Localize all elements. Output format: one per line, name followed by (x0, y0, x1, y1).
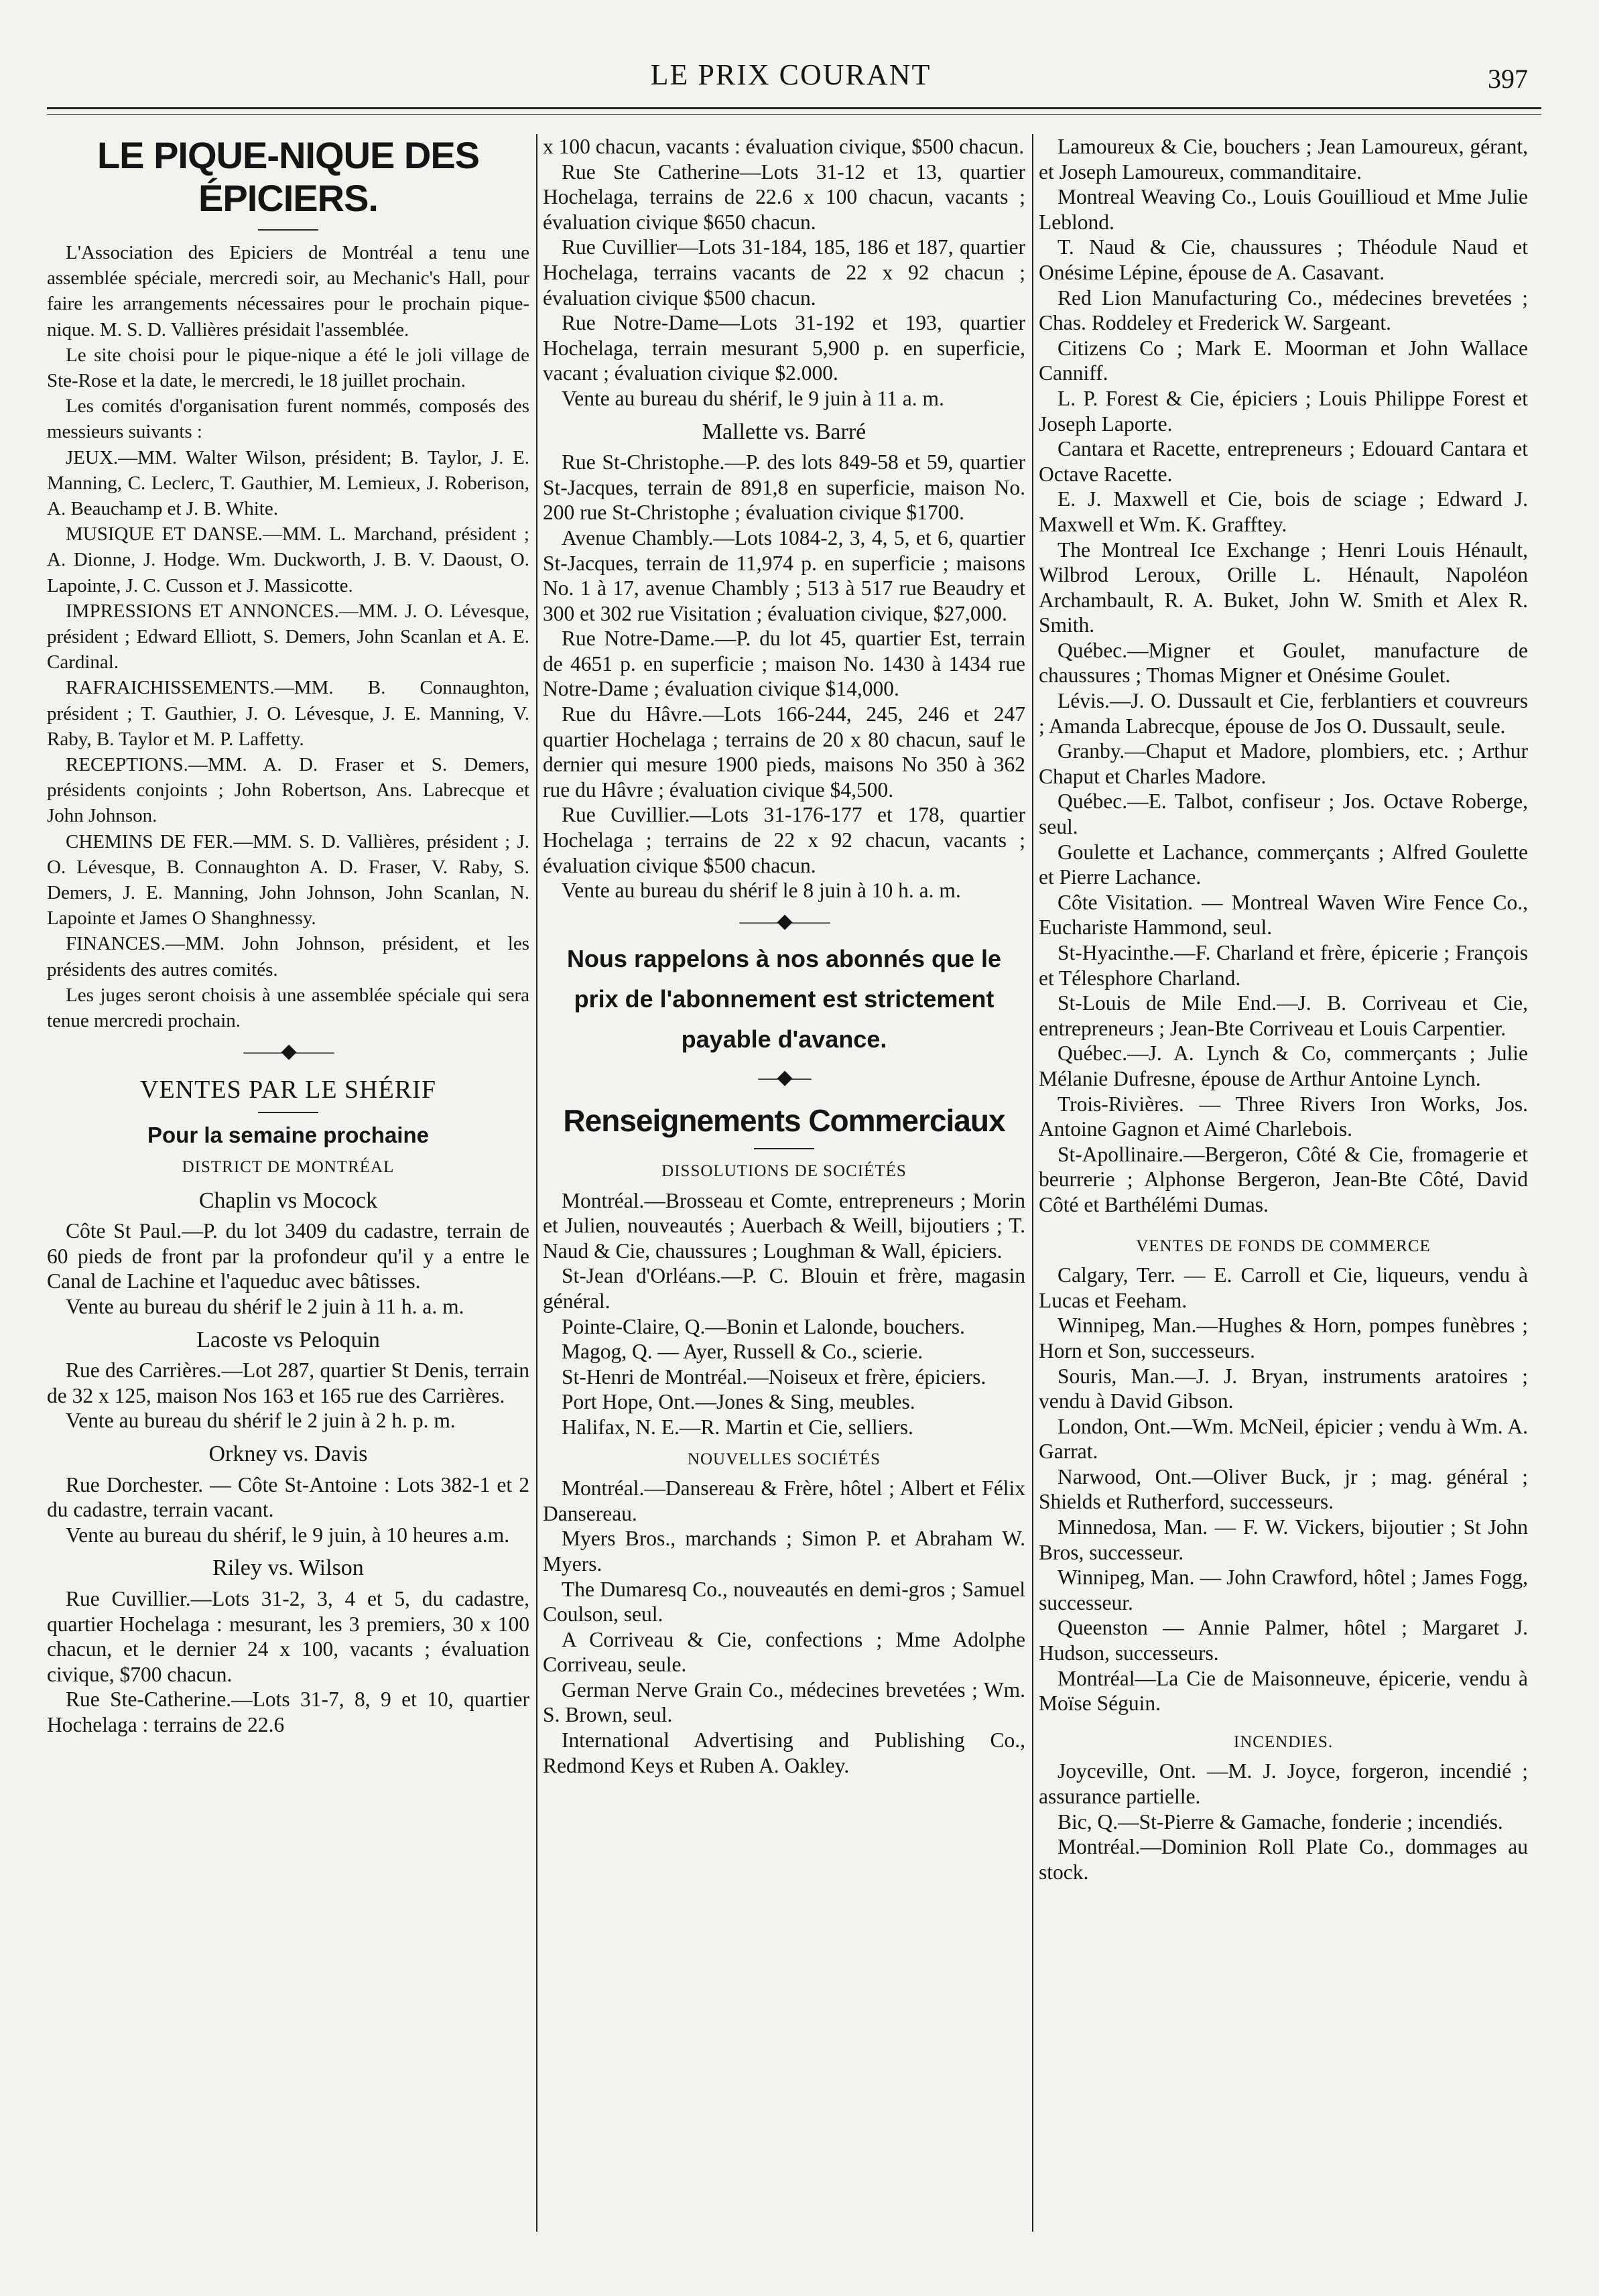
paragraph: Port Hope, Ont.—Jones & Sing, meubles. (562, 1390, 915, 1414)
subsection-label: INCENDIES. (1233, 1732, 1334, 1751)
paragraph: IMPRESSIONS ET ANNONCES.—MM. J. O. Lévesque, président ; Edward Elliott, S. Demers, John Scanlan et A. E. Cardinal. (47, 600, 529, 674)
column-divider-1 (536, 134, 537, 2232)
column-1 (47, 134, 529, 1738)
paragraph: Myers Bros., marchands ; Simon P. et Abraham W. Myers. (543, 1527, 1025, 1576)
paragraph: Côte St Paul.—P. du lot 3409 du cadastre, terrain de 60 pieds de front par la profondeur qu'il y a entre le Canal de Lachine et l'aqueduc avec bâtisses. (47, 1219, 529, 1293)
paragraph: Souris, Man.—J. J. Bryan, instruments aratoires ; vendu à David Gibson. (1039, 1364, 1528, 1413)
paragraph: Vente au bureau du shérif, le 9 juin, à 10 heures a.m. (66, 1523, 510, 1547)
newspaper-title: LE PRIX COURANT (650, 58, 932, 91)
column-divider-2 (1032, 134, 1033, 2232)
paragraph: Lamoureux & Cie, bouchers ; Jean Lamoureux, gérant, et Joseph Lamoureux, commanditaire. (1039, 135, 1528, 184)
district-label: DISTRICT DE MONTRÉAL (182, 1158, 395, 1177)
paragraph: Avenue Chambly.—Lots 1084-2, 3, 4, 5, et 6, quartier St-Jacques, terrain de 11,974 p. en superficie ; maisons No. 1 à 17, avenue Chambly ; 513 à 517 rue Beaudry et 300 et 302 rue Visitation ; évaluation civique, $27,000. (543, 525, 1025, 625)
paragraph: Bic, Q.—St-Pierre & Gamache, fonderie ; incendiés. (1058, 1809, 1503, 1834)
case-title: Riley vs. Wilson (212, 1555, 364, 1581)
paragraph: Magog, Q. — Ayer, Russell & Co., scierie. (562, 1340, 923, 1364)
paragraph: Winnipeg, Man.—Hughes & Horn, pompes funèbres ; Horn et Son, successeurs. (1039, 1314, 1528, 1362)
paragraph: London, Ont.—Wm. McNeil, épicier ; vendu à Wm. A. Garrat. (1039, 1414, 1528, 1464)
paragraph: Granby.—Chaput et Madore, plombiers, etc. ; Arthur Chaput et Charles Madore. (1039, 739, 1528, 788)
paragraph: International Advertising and Publishing Co., Redmond Keys et Ruben A. Oakley. (543, 1728, 1025, 1777)
paragraph: Goulette et Lachance, commerçants ; Alfred Goulette et Pierre Lachance. (1039, 840, 1528, 889)
paragraph: Montreal Weaving Co., Louis Gouillioud et Mme Julie Leblond. (1039, 185, 1528, 234)
paragraph: St-Jean d'Orléans.—P. C. Blouin et frère, magasin général. (543, 1264, 1025, 1313)
paragraph: x 100 chacun, vacants : évaluation civique, $500 chacun. (543, 135, 1025, 158)
divider (258, 1112, 318, 1113)
ornament-divider: ——◆—— (739, 909, 829, 932)
paragraph: E. J. Maxwell et Cie, bois de sciage ; Edward J. Maxwell et Wm. K. Grafftey. (1039, 487, 1528, 536)
header-rule (47, 107, 1541, 109)
paragraph: Rue Ste-Catherine.—Lots 31-7, 8, 9 et 10, quartier Hochelaga : terrains de 22.6 (47, 1687, 529, 1736)
paragraph: RECEPTIONS.—MM. A. D. Fraser et S. Demers, présidents conjoints ; John Robertson, Ans. Labrecque et John Johnson. (47, 754, 529, 827)
ornament-divider: ——◆—— (243, 1040, 333, 1063)
paragraph: CHEMINS DE FER.—MM. S. D. Vallières, président ; J. O. Lévesque, B. Connaughton A. D. Fraser, V. Raby, S. Demers, J. E. Manning, John Johnson, John Scanlan, N. Lapointe et James O Shanghnessy. (47, 830, 529, 930)
paragraph: Winnipeg, Man. — John Crawford, hôtel ; James Fogg, successeur. (1039, 1566, 1528, 1614)
paragraph: Narwood, Ont.—Oliver Buck, jr ; mag. général ; Shields et Rutherford, successeurs. (1039, 1464, 1528, 1514)
subscription-notice: Nous rappelons à nos abonnés que le prix de l'abonnement est strictement payable d'avance. (566, 945, 1002, 1054)
paragraph: Queenston — Annie Palmer, hôtel ; Margaret J. Hudson, successeurs. (1039, 1616, 1528, 1665)
page-number: 397 (1488, 64, 1528, 94)
paragraph: Rue Cuvillier.—Lots 31-176-177 et 178, quartier Hochelaga ; terrains de 22 x 92 chacun, vacants ; évaluation civique $500 chacun. (543, 803, 1025, 877)
paragraph: St-Hyacinthe.—F. Charland et frère, épicerie ; François et Télesphore Charland. (1039, 941, 1528, 990)
paragraph: T. Naud & Cie, chaussures ; Théodule Naud et Onésime Lépine, épouse de A. Casavant. (1039, 235, 1528, 284)
paragraph: A Corriveau & Cie, confections ; Mme Adolphe Corriveau, seule. (543, 1627, 1025, 1677)
paragraph: JEUX.—MM. Walter Wilson, président; B. Taylor, J. E. Manning, C. Leclerc, T. Gauthier, M. Lemieux, J. Roberison, A. Beauchamp et J. B. White. (47, 446, 529, 520)
paragraph: The Montreal Ice Exchange ; Henri Louis Hénault, Wilbrod Leroux, Orille L. Hénault, Napoléon Archambault, R. A. Buket, John W. Smith et Alex R. Smith. (1039, 537, 1528, 637)
paragraph: Vente au bureau du shérif le 2 juin à 11 h. a. m. (66, 1295, 464, 1319)
subsection-label: DISSOLUTIONS DE SOCIÉTÉS (661, 1162, 907, 1180)
paragraph: Cantara et Racette, entrepreneurs ; Edouard Cantara et Octave Racette. (1039, 437, 1528, 486)
paragraph: Calgary, Terr. — E. Carroll et Cie, liqueurs, vendu à Lucas et Feeham. (1039, 1263, 1528, 1312)
paragraph: Rue du Hâvre.—Lots 166-244, 245, 246 et 247 quartier Hochelaga ; terrains de 20 x 80 chacun, sauf le dernier qui mesure 1900 pieds, maisons No 350 à 362 rue du Hâvre ; évaluation civique $4,500. (543, 702, 1025, 802)
paragraph: RAFRAICHISSEMENTS.—MM. B. Connaughton, président ; T. Gauthier, J. O. Lévesque, J. E. Manning, V. Raby, B. Taylor et M. P. Laffetty. (47, 677, 529, 750)
column-3 (1039, 134, 1528, 1885)
paragraph: German Nerve Grain Co., médecines brevetées ; Wm. S. Brown, seul. (543, 1677, 1025, 1727)
header-rule-thin (47, 114, 1541, 115)
case-title: Lacoste vs Peloquin (196, 1327, 380, 1352)
subsection-label: NOUVELLES SOCIÉTÉS (687, 1450, 881, 1468)
paragraph: Rue Notre-Dame.—P. du lot 45, quartier Est, terrain de 4651 p. en superficie ; maison No. 1430 à 1434 rue Notre-Dame ; évaluation civique $14,000. (543, 627, 1025, 701)
paragraph: Vente au bureau du shérif le 2 juin à 2 h. p. m. (66, 1409, 456, 1433)
paragraph: Rue St-Christophe.—P. des lots 849-58 et 59, quartier St-Jacques, terrain de 891,8 en superficie, maison No. 200 rue St-Christophe ; évaluation civique $1700. (543, 450, 1025, 525)
paragraph: Vente au bureau du shérif le 8 juin à 10 h. a. m. (562, 879, 961, 903)
paragraph: The Dumaresq Co., nouveautés en demi-gros ; Samuel Coulson, seul. (543, 1577, 1025, 1627)
paragraph: Québec.—E. Talbot, confiseur ; Jos. Octave Roberge, seul. (1039, 789, 1528, 839)
paragraph: Québec.—Migner et Goulet, manufacture de chaussures ; Thomas Migner et Onésime Goulet. (1039, 638, 1528, 688)
paragraph: Le site choisi pour le pique-nique a été le joli village de Ste-Rose et la date, le mercredi, le 18 juillet prochain. (47, 344, 529, 392)
divider (258, 229, 318, 231)
subsection-label: VENTES DE FONDS DE COMMERCE (1136, 1236, 1431, 1255)
paragraph: Lévis.—J. O. Dussault et Cie, ferblantiers et couvreurs ; Amanda Labrecque, épouse de Jos O. Dussault, seule. (1039, 689, 1528, 738)
section-title: VENTES PAR LE SHÉRIF (140, 1075, 436, 1104)
paragraph: L'Association des Epiciers de Montréal a tenu une assemblée spéciale, mercredi soir, au Mechanic's Hall, pour faire les arrangements nécessaires pour le prochain pique-nique. M. S. D. Vallières présidait l'assemblée. (47, 242, 529, 340)
paragraph: St-Henri de Montréal.—Noiseux et frère, épiciers. (562, 1364, 986, 1389)
page-header (54, 54, 1528, 101)
paragraph: Red Lion Manufacturing Co., médecines brevetées ; Chas. Roddeley et Frederick W. Sargeant. (1039, 285, 1528, 335)
paragraph: Les juges seront choisis à une assemblée spéciale qui sera tenue mercredi prochain. (47, 984, 529, 1032)
paragraph: Québec.—J. A. Lynch & Co, commerçants ; Julie Mélanie Dufresne, épouse de Arthur Antoine Lynch. (1039, 1041, 1528, 1090)
paragraph: Montréal.—Dansereau & Frère, hôtel ; Albert et Félix Dansereau. (543, 1476, 1025, 1525)
column-2 (543, 134, 1025, 1778)
paragraph: Rue Ste Catherine—Lots 31-12 et 13, quartier Hochelaga, terrains de 22.6 x 100 chacun, vacants ; évaluation civique $650 chacun. (543, 160, 1025, 234)
divider (754, 1148, 814, 1149)
paragraph: Les comités d'organisation furent nommés, composés des messieurs suivants : (47, 395, 529, 443)
paragraph: Citizens Co ; Mark E. Moorman et John Wallace Canniff. (1039, 336, 1528, 385)
paragraph: Rue Notre-Dame—Lots 31-192 et 193, quartier Hochelaga, terrain mesurant 5,900 p. en superficie, vacant ; évaluation civique $2.000. (543, 311, 1025, 385)
ornament-divider: —◆— (758, 1066, 810, 1089)
paragraph: Vente au bureau du shérif, le 9 juin à 11 a. m. (562, 386, 944, 410)
paragraph: St-Apollinaire.—Bergeron, Côté & Cie, fromagerie et beurrerie ; Alphonse Bergeron, Jean-Bte Côté, David Côté et Barthélémi Dumas. (1039, 1142, 1528, 1216)
paragraph: Côte Visitation. — Montreal Waven Wire Fence Co., Euchariste Hammond, seul. (1039, 890, 1528, 940)
paragraph: St-Louis de Mile End.—J. B. Corriveau et Cie, entrepreneurs ; Jean-Bte Corriveau et Louis Carpentier. (1039, 991, 1528, 1040)
paragraph: Minnedosa, Man. — F. W. Vickers, bijoutier ; St John Bros, successeur. (1039, 1515, 1528, 1564)
paragraph: Rue Cuvillier.—Lots 31-2, 3, 4 et 5, du cadastre, quartier Hochelaga : mesurant, les 3 premiers, 30 x 100 chacun, et le dernier 24 x 100, vacants ; évaluation civique, $700 chacun. (47, 1586, 529, 1686)
subsection-title: Pour la semaine prochaine (147, 1123, 429, 1148)
paragraph: Rue Dorchester. — Côte St-Antoine : Lots 382-1 et 2 du cadastre, terrain vacant. (47, 1472, 529, 1522)
paragraph: Joyceville, Ont. —M. J. Joyce, forgeron, incendié ; assurance partielle. (1039, 1759, 1528, 1808)
article-headline: LE PIQUE-NIQUE DES ÉPICIERS. (97, 134, 480, 219)
paragraph: Montréal.—Brosseau et Comte, entrepreneurs ; Morin et Julien, nouveautés ; Auerbach & Weill, bijoutiers ; T. Naud & Cie, chaussures ; Loughman & Wall, épiciers. (543, 1188, 1025, 1263)
paragraph: Pointe-Claire, Q.—Bonin et Lalonde, bouchers. (562, 1314, 965, 1338)
paragraph: L. P. Forest & Cie, épiciers ; Louis Philippe Forest et Joseph Laporte. (1039, 386, 1528, 436)
section-title: Renseignements Commerciaux (563, 1103, 1005, 1138)
paragraph: Montréal.—Dominion Roll Plate Co., dommages au stock. (1039, 1835, 1528, 1884)
paragraph: Rue Cuvillier—Lots 31-184, 185, 186 et 187, quartier Hochelaga, terrains vacants de 22 x 92 chacun ; évaluation civique $500 chacun. (543, 235, 1025, 310)
paragraph: MUSIQUE ET DANSE.—MM. L. Marchand, président ; A. Dionne, J. Hodge. Wm. Duckworth, J. B. V. Daoust, O. Lapointe, J. C. Cusson et J. Massicotte. (47, 523, 529, 596)
paragraph: Montréal—La Cie de Maisonneuve, épicerie, vendu à Moïse Séguin. (1039, 1666, 1528, 1716)
case-title: Orkney vs. Davis (208, 1442, 368, 1467)
paragraph: Trois-Rivières. — Three Rivers Iron Works, Jos. Antoine Gagnon et Aimé Charlebois. (1039, 1092, 1528, 1141)
paragraph: FINANCES.—MM. John Johnson, président, et les présidents des autres comités. (47, 933, 529, 980)
paragraph: Halifax, N. E.—R. Martin et Cie, selliers. (562, 1415, 913, 1439)
paragraph: Rue des Carrières.—Lot 287, quartier St Denis, terrain de 32 x 125, maison Nos 163 et 165 rue des Carrières. (47, 1358, 529, 1407)
case-title: Chaplin vs Mocock (198, 1188, 378, 1213)
case-title: Mallette vs. Barré (702, 419, 867, 444)
